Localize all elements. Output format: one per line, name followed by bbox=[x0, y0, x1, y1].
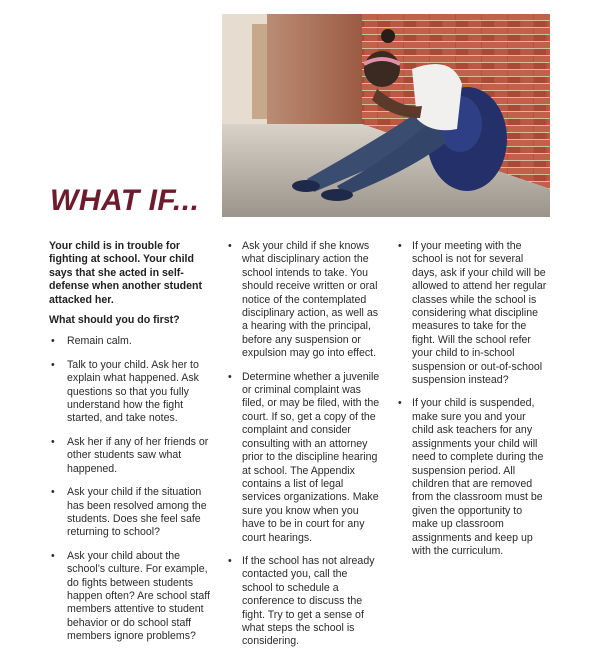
list-item: • If the school has not already contacted you, call the school to schedule a conference to discuss the fight. Try to get a sense of what steps the school is considering. bbox=[228, 555, 380, 649]
first-steps-list bbox=[49, 335, 219, 643]
hero-photo-student-against-brick-wall bbox=[222, 14, 550, 217]
steps-list-2 bbox=[228, 240, 380, 649]
list-item: • Ask your child if she knows what disciplinary action the school intends to take. You should receive written or oral notice of the contemplated disciplinary action, as well as a hearing with the principal, before any suspension or expulsion may go into effect. bbox=[228, 240, 380, 361]
section-subheading: What should you do first? bbox=[49, 314, 180, 327]
text-column-2 bbox=[228, 240, 380, 659]
text-column-1 bbox=[49, 240, 219, 654]
list-item: • If your child is suspended, make sure you and your child ask teachers for any assignments your child will need to complete during the suspension period. All children that are removed from the classroom must be given the opportunity to make up classroom assignments and keep up with the curriculum. bbox=[398, 397, 550, 558]
steps-list-3 bbox=[398, 240, 550, 558]
list-item: • Talk to your child. Ask her to explain what happened. Ask questions so that you fully understand how the fight started, and take notes. bbox=[49, 359, 219, 426]
list-item: • Determine whether a juvenile or criminal complaint was filed, or may be filed, with the court. If so, get a copy of the complaint and consider consulting with an attorney prior to the discipline hearing at school. The Appendix contains a list of legal services organizations. Make sure you know when you have to be in court for any court hearings. bbox=[228, 371, 380, 545]
list-item: • If your meeting with the school is not for several days, ask if your child will be allowed to attend her regular classes while the school is considering what discipline measures to take for the fight. Will the school refer your child to in-school suspension or out-of-school suspension instead? bbox=[398, 240, 550, 387]
list-item: • Ask her if any of her friends or other students saw what happened. bbox=[49, 436, 219, 476]
text-column-3 bbox=[398, 240, 550, 568]
intro-paragraph: Your child is in trouble for fighting at school. Your child says that she acted in self-defense when another student attacked her. bbox=[49, 240, 203, 306]
list-item: • Ask your child about the school’s culture. For example, do fights between students happen often? Are school staff members attentive to student behavior or do school staff members ignore problems? bbox=[49, 550, 219, 644]
list-item: • Ask your child if the situation has been resolved among the students. Does she feel safe returning to school? bbox=[49, 486, 219, 540]
list-item: • Remain calm. bbox=[49, 335, 219, 348]
page-title: WHAT IF... bbox=[50, 184, 200, 217]
